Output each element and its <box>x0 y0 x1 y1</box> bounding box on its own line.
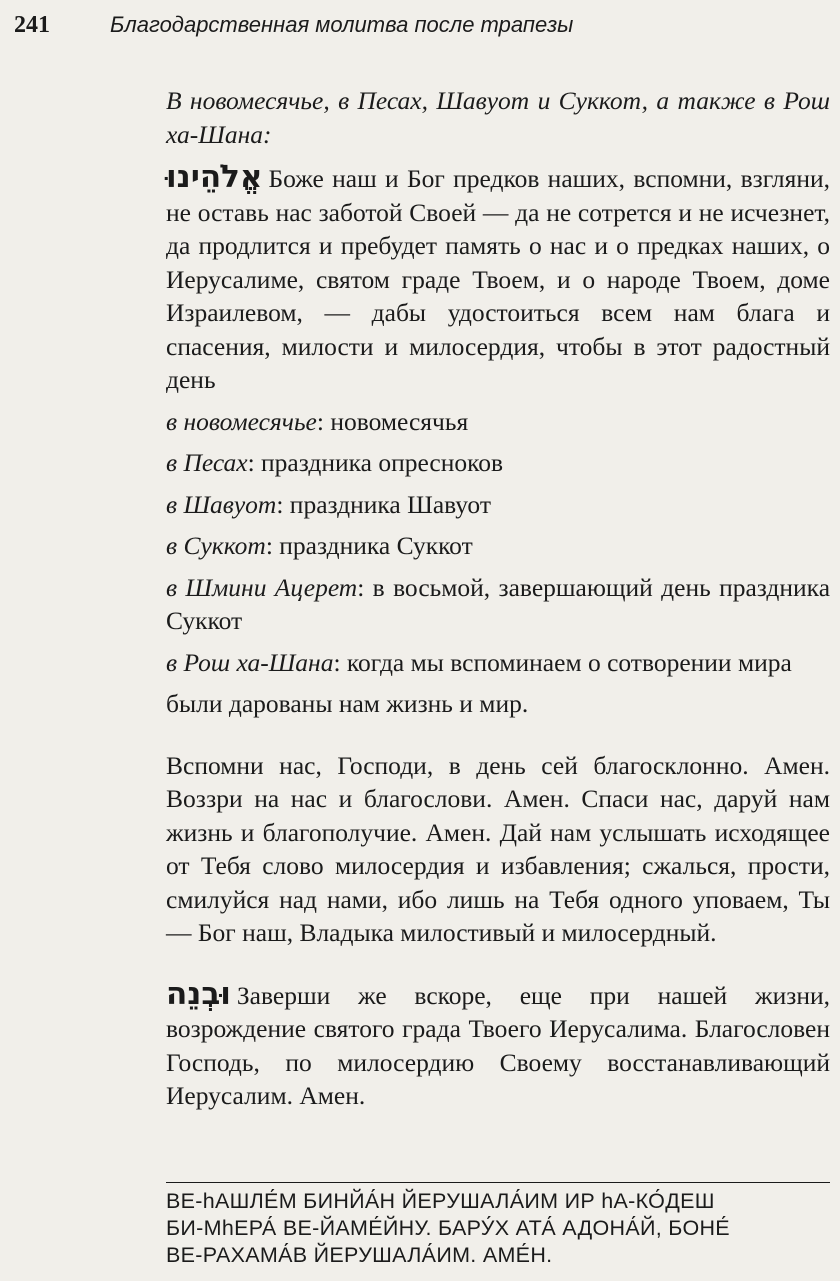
transliteration-line: ВЕ-hАШЛЕ́М БИНЙА́Н ЙЕРУШАЛА́ИМ ИР hА-КО́ДЕШ <box>166 1189 715 1213</box>
transliteration-line: ВЕ-РАХАМА́В ЙЕРУШАЛА́ИМ. АМЕ́Н. <box>166 1243 553 1267</box>
variant-text: : праздника Шавуот <box>276 489 491 519</box>
variant-text: : праздника опресноков <box>247 448 504 477</box>
variant-line <box>166 571 830 638</box>
hebrew-incipit: וּבְנֵה <box>166 975 231 1012</box>
variant-text: : когда мы вспоминаем о сотворении мира <box>333 647 792 677</box>
variant-line <box>166 646 830 680</box>
paragraph-remember: Вспомни нас, Господи, в день сей благосклонно. Амен. Воззри на нас и благослови. Амен. Спаси нас, даруй нам жизнь и благополучие. Амен. Дай нам услышать исходящее от Тебя слово милосердия и избавления; сжалься, прости, смилуйся над нами, ибо лишь на Тебя одного уповаем, Ты — Бог наш, Владыка милостивый и милосердный. <box>166 750 830 947</box>
divider-rule <box>166 1182 830 1183</box>
variant-text: : новомесячья <box>316 406 469 436</box>
paragraph-text: Боже наш и Бог предков наших, вспомни, взгляни, не оставь нас заботой Своей — да не сотрется и не исчезнет, да продлится и пребудет память о нас и о предках наших, о Иерусалиме, святом граде Твоем, и о народе Твоем, доме Израилевом, — дабы удостоиться всем нам блага и спасения, милости и милосердия, чтобы в этот радостный день <box>166 164 830 394</box>
variant-label: в новомесячье <box>166 406 317 436</box>
variant-text: : в восьмой, завершающий день праздника Суккот <box>166 572 831 635</box>
hebrew-incipit: אֱלֹהֵינוּ <box>166 159 263 195</box>
variant-line <box>166 405 830 439</box>
paragraph-uvneh <box>166 975 830 1113</box>
variant-label: в Шмини Ацерет <box>166 572 358 602</box>
page-header <box>14 12 820 48</box>
paragraph-elohenu <box>166 161 830 397</box>
transliteration-line: БИ-МhЕРА́ ВЕ-ЙАМЕ́ЙНУ. БАРУ́Х АТА́ АДОНА́Й, БОНЕ́ <box>166 1216 730 1240</box>
variant-line <box>166 488 830 522</box>
variant-line <box>166 529 830 563</box>
transliteration-block <box>166 1188 830 1269</box>
prayer-body <box>166 84 830 1113</box>
variant-label: в Шавуот <box>166 489 277 519</box>
variant-label: в Песах <box>166 448 248 477</box>
closing-line: были дарованы нам жизнь и мир. <box>166 689 529 718</box>
variant-label: в Суккот <box>166 531 266 560</box>
intro-rubric: В новомесячье, в Песах, Шавуот и Суккот, а также в Рош ха-Шана: <box>166 86 830 149</box>
paragraph-text: Заверши же вскоре, еще при нашей жизни, возрождение святого града Твоего Иерусалима. Благословен Господь, по милосердию Своему восстанавливающий Иерусалим. Амен. <box>166 980 830 1110</box>
variant-label: в Рош ха-Шана <box>166 647 334 677</box>
variant-text: : праздника Суккот <box>265 531 473 560</box>
page-number: 241 <box>14 12 50 38</box>
running-title: Благодарственная молитва после трапезы <box>110 12 574 37</box>
variant-line <box>166 446 830 480</box>
